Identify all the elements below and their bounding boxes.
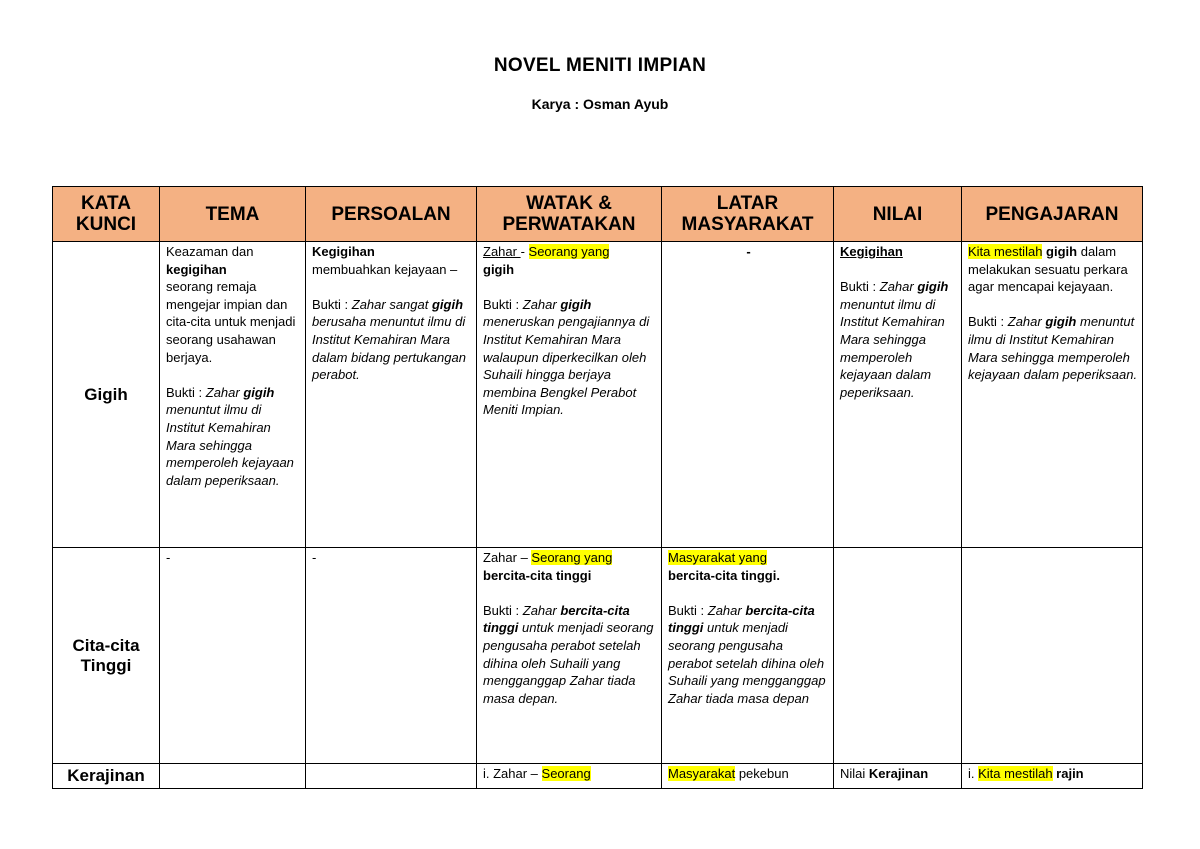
document-title: NOVEL MENITI IMPIAN <box>493 55 707 76</box>
cell-latar: - <box>662 242 834 548</box>
header-latar: LATAR MASYARAKAT <box>662 187 834 242</box>
novel-analysis-table <box>52 186 1143 789</box>
row-key-cita-cita-tinggi: Cita-cita Tinggi <box>53 548 160 764</box>
cell-tema <box>160 764 306 789</box>
table-header-row <box>53 187 1143 242</box>
document-subtitle: Karya : Osman Ayub <box>531 96 669 112</box>
cell-latar: Masyarakat pekebun <box>662 764 834 789</box>
cell-watak: Zahar - Seorang yang gigih Bukti : Zahar gigih meneruskan pengajiannya di Institut Kemahiran Mara walaupun diperkecilkan oleh Suhaili hingga berjaya membina Bengkel Perabot Meniti Impian. <box>477 242 662 548</box>
header-watak: WATAK & PERWATAKAN <box>477 187 662 242</box>
cell-latar: Masyarakat yang bercita-cita tinggi. Bukti : Zahar bercita-cita tinggi untuk menjadi seorang pengusaha perabot setelah dihina oleh Suhaili yang mengganggap Zahar tiada masa depan <box>662 548 834 764</box>
cell-persoalan: Kegigihan membuahkan kejayaan – Bukti : Zahar sangat gigih berusaha menuntut ilmu di Institut Kemahiran Mara dalam bidang pertukangan perabot. <box>306 242 477 548</box>
cell-nilai <box>834 548 962 764</box>
cell-pengajaran <box>962 548 1143 764</box>
cell-persoalan: - <box>306 548 477 764</box>
header-tema: TEMA <box>160 187 306 242</box>
cell-pengajaran: Kita mestilah gigih dalam melakukan sesuatu perkara agar mencapai kejayaan. Bukti : Zahar gigih menuntut ilmu di Institut Kemahiran Mara sehingga memperoleh kejayaan dalam peperiksaan. <box>962 242 1143 548</box>
header-nilai: NILAI <box>834 187 962 242</box>
header-kata-kunci: KATA KUNCI <box>53 187 160 242</box>
cell-persoalan <box>306 764 477 789</box>
header-pengajaran: PENGAJARAN <box>962 187 1143 242</box>
cell-watak: i. Zahar – Seorang <box>477 764 662 789</box>
cell-pengajaran: i. Kita mestilah rajin <box>962 764 1143 789</box>
cell-watak: Zahar – Seorang yang bercita-cita tinggi Bukti : Zahar bercita-cita tinggi untuk menjadi seorang pengusaha perabot setelah dihina oleh Suhaili yang mengganggap Zahar tiada masa depan. <box>477 548 662 764</box>
table-row <box>53 764 1143 789</box>
cell-tema: - <box>160 548 306 764</box>
table-row <box>53 242 1143 548</box>
cell-nilai: Nilai Kerajinan <box>834 764 962 789</box>
cell-nilai: Kegigihan Bukti : Zahar gigih menuntut ilmu di Institut Kemahiran Mara sehingga memperoleh kejayaan dalam peperiksaan. <box>834 242 962 548</box>
cell-tema: Keazaman dan kegigihan seorang remaja mengejar impian dan cita-cita untuk menjadi seorang usahawan berjaya. Bukti : Zahar gigih menuntut ilmu di Institut Kemahiran Mara sehingga memperoleh kejayaan dalam peperiksaan. <box>160 242 306 548</box>
row-key-gigih: Gigih <box>53 242 160 548</box>
table-row <box>53 548 1143 764</box>
header-persoalan: PERSOALAN <box>306 187 477 242</box>
row-key-kerajinan: Kerajinan <box>53 764 160 789</box>
